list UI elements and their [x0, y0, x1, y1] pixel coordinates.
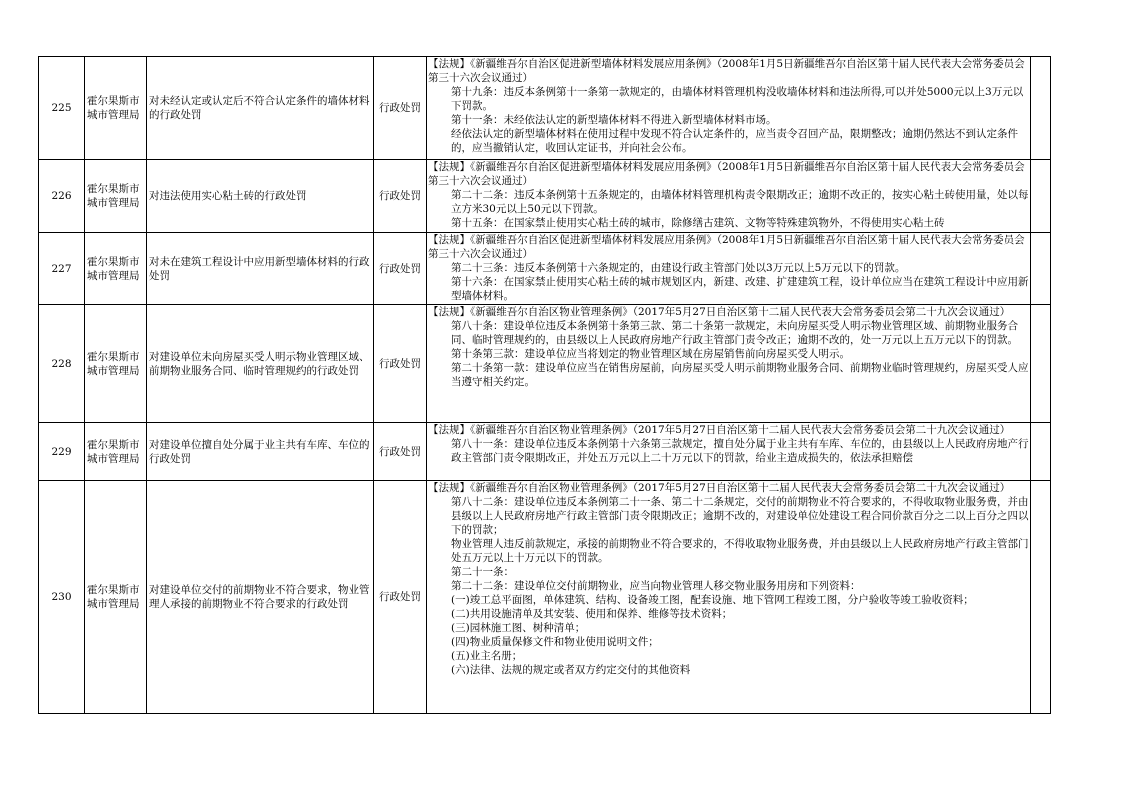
legal-basis-cell[interactable] [427, 305, 1031, 423]
basis-line: 第八十二条：建设单位违反本条例第二十一条、第二十二条规定，交付的前期物业不符合要求的，不得收取物业服务费，并由县级以上人民政府房地产行政主管部门责令限期改正；逾期不改的，对建设单位处建设工程合同价款百分之二以上百分之四以下的罚款； [451, 496, 1029, 536]
empty-cell[interactable] [1031, 57, 1051, 160]
row-number-cell[interactable]: 229 [39, 423, 85, 481]
table-row [39, 423, 1051, 481]
legal-basis-cell[interactable] [427, 481, 1031, 714]
basis-line: 第二十二条：建设单位交付前期物业，应当向物业管理人移交物业服务用房和下列资料： [451, 580, 861, 592]
item-name-cell[interactable]: 对建设单位交付的前期物业不符合要求，物业管理人承接的前期物业不符合要求的行政处罚 [147, 481, 374, 714]
department-cell[interactable]: 霍尔果斯市城市管理局 [85, 160, 147, 233]
legal-basis-cell[interactable] [427, 160, 1031, 233]
basis-list [427, 233, 1030, 304]
empty-cell[interactable] [1031, 233, 1051, 305]
basis-line: (六)法律、法规的规定或者双方约定交付的其他资料 [451, 664, 691, 676]
item-name-cell[interactable]: 对建设单位擅自处分属于业主共有车库、车位的行政处罚 [147, 423, 374, 481]
legal-basis-cell[interactable] [427, 233, 1031, 305]
basis-line: 第十条第三款：建设单位应当将划定的物业管理区域在房屋销售前向房屋买受人明示。 [451, 348, 850, 360]
basis-line: 物业管理人违反前款规定，承接的前期物业不符合要求的，不得收取物业服务费，并由县级以上人民政府房地产行政主管部门处五万元以上十万元以下的罚款。 [451, 538, 1029, 564]
basis-line: 【法规】《新疆维吾尔自治区物业管理条例》（2017年5月27日自治区第十二届人民代表大会常务委员会第二十九次会议通过） [428, 306, 1011, 318]
department-cell[interactable]: 霍尔果斯市城市管理局 [85, 481, 147, 714]
basis-line: 【法规】《新疆维吾尔自治区物业管理条例》（2017年5月27日自治区第十二届人民代表大会常务委员会第二十九次会议通过） [428, 482, 1011, 494]
item-name-cell[interactable]: 对违法使用实心粘土砖的行政处罚 [147, 160, 374, 233]
basis-line: 第八十一条：建设单位违反本条例第十六条第三款规定，擅自处分属于业主共有车库、车位的，由县级以上人民政府房地产行政主管部门责令限期改正，并处五万元以上二十万元以下的罚款，给业主造成损失的，依法承担赔偿 [451, 438, 1029, 464]
basis-list [427, 57, 1030, 159]
department-cell[interactable]: 霍尔果斯市城市管理局 [85, 233, 147, 305]
row-number-cell[interactable]: 230 [39, 481, 85, 714]
item-name-cell[interactable]: 对建设单位未向房屋买受人明示物业管理区域、前期物业服务合同、临时管理规约的行政处罚 [147, 305, 374, 423]
department-cell[interactable]: 霍尔果斯市城市管理局 [85, 423, 147, 481]
basis-line: 第二十条第一款：建设单位应当在销售房屋前，向房屋买受人明示前期物业服务合同、前期物业临时管理规约，房屋买受人应当遵守相关约定。 [451, 362, 1029, 388]
basis-line: (二)共用设施清单及其安装、使用和保养、维修等技术资料； [451, 608, 733, 620]
item-type-cell[interactable]: 行政处罚 [374, 160, 427, 233]
item-type-cell[interactable]: 行政处罚 [374, 233, 427, 305]
basis-line: 第二十一条： [451, 566, 514, 578]
basis-line: 第十五条：在国家禁止使用实心粘土砖的城市，除修缮古建筑、文物等特殊建筑物外，不得使用实心粘土砖 [451, 217, 945, 229]
basis-line: 第二十二条：违反本条例第十五条规定的，由墙体材料管理机构责令限期改正；逾期不改正的，按实心粘土砖使用量，处以每立方米30元以上50元以下罚款。 [451, 189, 1029, 215]
item-type-cell[interactable]: 行政处罚 [374, 57, 427, 160]
basis-line: 第十九条：违反本条例第十一条第一款规定的，由墙体材料管理机构没收墙体材料和违法所得,可以并处5000元以上3万元以下罚款。 [451, 86, 1024, 112]
empty-cell[interactable] [1031, 305, 1051, 423]
basis-line: (四)物业质量保修文件和物业使用说明文件； [451, 636, 659, 648]
basis-line: 经依法认定的新型墙体材料在使用过程中发现不符合认定条件的，应当责令召回产品，限期整改；逾期仍然达不到认定条件的，应当撤销认定，收回认定证书，并向社会公布。 [451, 128, 1018, 154]
table-row [39, 160, 1051, 233]
basis-line: 【法规】《新疆维吾尔自治区促进新型墙体材料发展应用条例》（2008年1月5日新疆维吾尔自治区第十届人民代表大会常务委员会第三十六次会议通过） [428, 58, 1025, 84]
row-number-cell[interactable]: 228 [39, 305, 85, 423]
basis-line: 【法规】《新疆维吾尔自治区促进新型墙体材料发展应用条例》（2008年1月5日新疆维吾尔自治区第十届人民代表大会常务委员会第三十六次会议通过） [428, 234, 1025, 260]
basis-line: (三)园林施工图、树种清单； [451, 622, 586, 634]
legal-basis-cell[interactable] [427, 57, 1031, 160]
item-name-cell[interactable]: 对未在建筑工程设计中应用新型墙体材料的行政处罚 [147, 233, 374, 305]
table-row [39, 233, 1051, 305]
table-row [39, 481, 1051, 714]
table-body [39, 57, 1051, 714]
penalty-table [38, 56, 1051, 714]
table-row [39, 57, 1051, 160]
basis-list [427, 423, 1030, 480]
item-type-cell[interactable]: 行政处罚 [374, 481, 427, 714]
basis-list [427, 305, 1030, 422]
row-number-cell[interactable]: 227 [39, 233, 85, 305]
basis-line: 第八十条：建设单位违反本条例第十条第三款、第二十条第一款规定，未向房屋买受人明示物业管理区域、前期物业服务合同、临时管理规约的，由县级以上人民政府房地产行政主管部门责令改正；逾期不改的，处一万元以上五万元以下的罚款。 [451, 320, 1018, 346]
basis-line: 【法规】《新疆维吾尔自治区物业管理条例》（2017年5月27日自治区第十二届人民代表大会常务委员会第二十九次会议通过） [428, 424, 1011, 436]
department-cell[interactable]: 霍尔果斯市城市管理局 [85, 57, 147, 160]
basis-line: 【法规】《新疆维吾尔自治区促进新型墙体材料发展应用条例》（2008年1月5日新疆维吾尔自治区第十届人民代表大会常务委员会第三十六次会议通过） [428, 161, 1025, 187]
basis-line: (五)业主名册； [451, 650, 523, 662]
item-type-cell[interactable]: 行政处罚 [374, 423, 427, 481]
table-row [39, 305, 1051, 423]
basis-line: 第十六条：在国家禁止使用实心粘土砖的城市规划区内，新建、改建、扩建建筑工程，设计单位应当在建筑工程设计中应用新型墙体材料。 [451, 276, 1029, 302]
department-cell[interactable]: 霍尔果斯市城市管理局 [85, 305, 147, 423]
item-name-cell[interactable]: 对未经认定或认定后不符合认定条件的墙体材料的行政处罚 [147, 57, 374, 160]
basis-line: 第十一条：未经依法认定的新型墙体材料不得进入新型墙体材料市场。 [451, 114, 777, 126]
empty-cell[interactable] [1031, 481, 1051, 714]
row-number-cell[interactable]: 225 [39, 57, 85, 160]
legal-basis-cell[interactable] [427, 423, 1031, 481]
item-type-cell[interactable]: 行政处罚 [374, 305, 427, 423]
empty-cell[interactable] [1031, 160, 1051, 233]
row-number-cell[interactable]: 226 [39, 160, 85, 233]
basis-list [427, 160, 1030, 232]
basis-line: (一)竣工总平面图，单体建筑、结构、设备竣工图，配套设施、地下管网工程竣工图，分户验收等竣工验收资料； [451, 594, 974, 606]
empty-cell[interactable] [1031, 423, 1051, 481]
basis-list [427, 481, 1030, 713]
basis-line: 第二十三条：违反本条例第十六条规定的，由建设行政主管部门处以3万元以上5万元以下的罚款。 [451, 262, 906, 274]
